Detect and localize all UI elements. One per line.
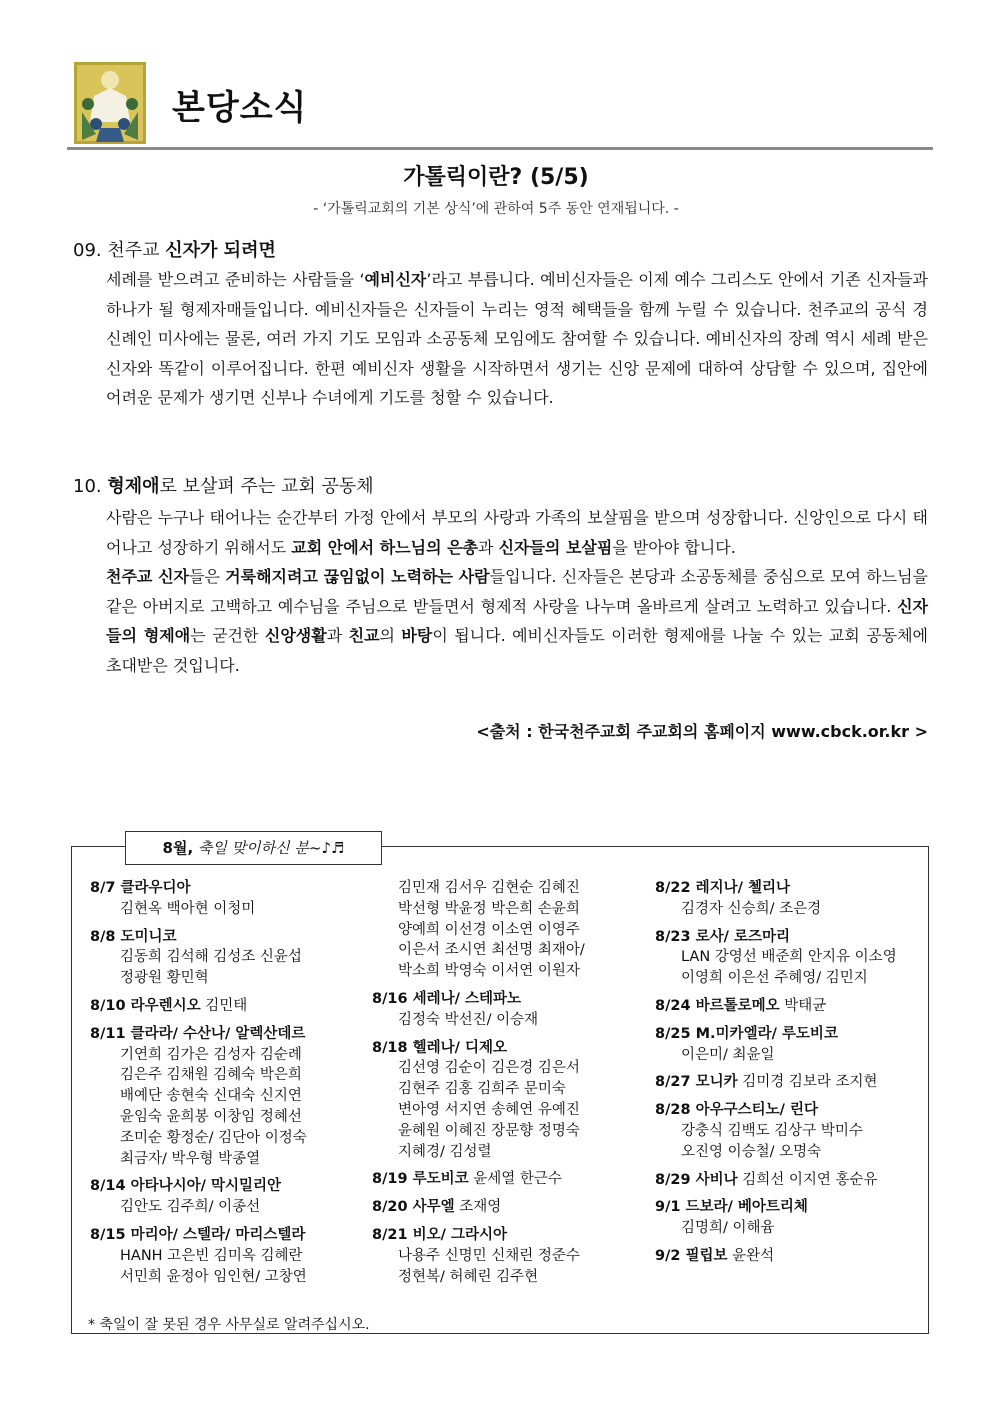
member-names: 윤임숙 윤희봉 이창임 정혜선 (120, 1108, 302, 1125)
feast-entry (90, 1024, 307, 1170)
member-names: 김선영 김순이 김은경 김은서 (398, 1060, 580, 1077)
member-names: 김정숙 박선진/ 이승재 (398, 1011, 539, 1028)
saint-name: 8/11 클라라/ 수산나/ 알렉산데르 (90, 1025, 306, 1042)
section-9-heading: 09. 천주교 신자가 되려면 (73, 240, 276, 261)
feast-entry (90, 1225, 307, 1287)
saint-name: 8/7 클라우디아 (90, 880, 191, 896)
member-names: 김현주 김홍 김희주 문미숙 (398, 1081, 566, 1098)
feast-column-1 (90, 878, 307, 1294)
page-title: 본당소식 (172, 88, 308, 128)
saint-name: 8/14 아타나시아/ 막시밀리안 (90, 1178, 282, 1195)
member-names: 나용주 신명민 신채린 정준수 (398, 1247, 580, 1264)
member-names: 이은서 조시연 최선명 최재아/ (398, 942, 585, 959)
saint-name: 9/1 드보라/ 베아트리체 (655, 1199, 808, 1216)
saint-name: 8/10 라우렌시오 김민태 (90, 997, 248, 1014)
member-names: 정광원 황민혁 (120, 970, 209, 987)
feast-entry (655, 1100, 897, 1162)
member-names: 박선형 박윤정 박은희 손윤희 (398, 900, 580, 917)
member-names: 박소희 박영숙 이서연 이원자 (398, 963, 580, 980)
member-names: LAN 강영선 배준희 안지유 이소영 (681, 949, 897, 966)
feast-entry (90, 927, 307, 989)
header-divider (67, 147, 933, 150)
member-names: 최금자/ 박우형 박종열 (120, 1150, 261, 1167)
saint-name: 8/15 마리아/ 스텔라/ 마리스텔라 (90, 1226, 306, 1243)
saint-name: 8/27 모니카 김미경 김보라 조지현 (655, 1074, 878, 1091)
feast-entry (655, 1024, 897, 1066)
section-10-body: 사람은 누구나 태어나는 순간부터 가정 안에서 부모의 사랑과 가족의 보살핌을 받으며 성장합니다. 신앙인으로 다시 태어나고 성장하기 위해서도 교회 안에서 하느님의 은총과 신자들의 보살핌을 받아야 합니다. 천주교 신자들은 거룩해지려고 끊임없이 노력하는 사람들입니다. 신자들은 본당과 소공동체를 중심으로 모여 하느님을 같은 아버지로 고백하고 예수님을 주님으로 받들면서 형제적 사랑을 나누며 올바르게 살려고 노력하고 있습니다. 신자들의 형제애는 굳건한 신앙생활과 친교의 바탕이 됩니다. 예비신자들도 이러한 형제애를 나눌 수 있는 교회 공동체에 초대받은 것입니다. (106, 508, 929, 675)
member-names: 김현옥 백아현 이청미 (120, 900, 256, 917)
saint-name: 8/28 아우구스티노/ 린다 (655, 1102, 819, 1119)
member-names: 오진영 이승철/ 오명숙 (681, 1143, 822, 1160)
saint-name: 8/29 사비나 김희선 이지연 홍순유 (655, 1171, 878, 1188)
section-10-heading: 10. 형제애로 보살펴 주는 교회 공동체 (73, 476, 374, 497)
member-names: 김명희/ 이해윰 (681, 1220, 775, 1237)
saint-name: 8/8 도미니코 (90, 928, 177, 945)
feast-entry (372, 1225, 585, 1287)
member-names: HANH 고은빈 김미옥 김혜란 (120, 1247, 303, 1264)
feast-entry (372, 1038, 585, 1163)
feast-entry (655, 996, 897, 1017)
parish-logo-icon (74, 62, 146, 144)
saint-name: 8/25 M.미카엘라/ 루도비코 (655, 1025, 838, 1042)
member-names: 정현복/ 허혜린 김주현 (398, 1268, 539, 1285)
feast-entry (372, 1169, 585, 1190)
saint-name: 8/24 바르톨로메오 박태균 (655, 997, 827, 1014)
feast-entry (90, 996, 307, 1017)
feast-entry (372, 989, 585, 1031)
feast-column-2 (372, 878, 585, 1294)
saint-name: 8/19 루도비코 윤세열 한근수 (372, 1171, 562, 1188)
saint-name: 8/18 헬레나/ 디제오 (372, 1039, 507, 1056)
member-names: 지혜경/ 김성렬 (398, 1143, 492, 1160)
source-citation: <출처 : 한국천주교회 주교회의 홈페이지 www.cbck.or.kr > (476, 722, 928, 741)
feast-entry (655, 1246, 897, 1267)
feast-entry (655, 1197, 897, 1239)
member-names: 김경자 신승희/ 조은경 (681, 900, 822, 917)
feast-day-tab: 8월, 축일 맞이하신 분~♪♬ (125, 831, 382, 865)
feast-entry (90, 1176, 307, 1218)
member-names: 변아영 서지연 송혜연 유예진 (398, 1101, 580, 1118)
member-names: 김동희 김석해 김성조 신윤섭 (120, 949, 302, 966)
saint-name: 8/23 로사/ 로즈마리 (655, 928, 790, 945)
saint-name: 8/20 사무엘 조재영 (372, 1199, 502, 1216)
feast-continuation (372, 878, 585, 982)
member-names: 양예희 이선경 이소연 이영주 (398, 921, 580, 938)
member-names: 김안도 김주희/ 이종선 (120, 1199, 261, 1216)
member-names: 이은미/ 최윤일 (681, 1046, 775, 1063)
member-names: 서민희 윤정아 임인현/ 고창연 (120, 1268, 307, 1285)
member-names: 기연희 김가은 김성자 김순례 (120, 1046, 302, 1063)
member-names: 배예단 송현숙 신대숙 신지연 (120, 1088, 302, 1105)
member-names: 강충식 김백도 김상구 박미수 (681, 1122, 863, 1139)
article-subtitle: - ‘가톨릭교회의 기본 상식’에 관하여 5주 동안 연재됩니다. - (313, 201, 679, 217)
feast-entry (372, 1197, 585, 1218)
feast-entry (655, 1072, 897, 1093)
member-names: 김은주 김채원 김혜숙 박은희 (120, 1067, 302, 1084)
saint-name: 8/21 비오/ 그라시아 (372, 1226, 507, 1243)
article-title: 가톨릭이란? (5/5) (403, 165, 589, 190)
saint-name: 9/2 필립보 윤완석 (655, 1247, 775, 1264)
member-names: 조미순 황정순/ 김단아 이정숙 (120, 1129, 307, 1146)
section-9-body: 세례를 받으려고 준비하는 사람들을 ‘예비신자’라고 부릅니다. 예비신자들은 이제 예수 그리스도 안에서 기존 신자들과 하나가 될 형제자매들입니다. 예비신자들은 신자들이 누리는 영적 혜택들을 함께 누릴 수 있습니다. 천주교의 공식 경신례인 미사에는 물론, 여러 가지 기도 모임과 소공동체 모임에도 참여할 수 있습니다. 예비신자의 장례 역시 세례 받은 신자와 똑같이 이루어집니다. 한편 예비신자 생활을 시작하면서 생기는 신앙 문제에 대하여 상담할 수 있으며, 집안에 어려운 문제가 생기면 신부나 수녀에게 기도를 청할 수 있습니다. (106, 270, 928, 407)
feast-entry (655, 927, 897, 989)
feast-entry (90, 878, 307, 920)
feast-entry (655, 1170, 897, 1191)
feast-entry (655, 878, 897, 920)
member-names: 윤혜원 이혜진 장문향 정명숙 (398, 1122, 580, 1139)
feast-footnote: * 축일이 잘 못된 경우 사무실로 알려주십시오. (88, 1317, 370, 1333)
member-names: 김민재 김서우 김현순 김혜진 (398, 880, 580, 896)
member-names: 이영희 이은선 주혜영/ 김민지 (681, 970, 868, 987)
saint-name: 8/22 레지나/ 첼리나 (655, 880, 790, 896)
feast-column-3 (655, 878, 897, 1274)
saint-name: 8/16 세레나/ 스테파노 (372, 990, 522, 1007)
